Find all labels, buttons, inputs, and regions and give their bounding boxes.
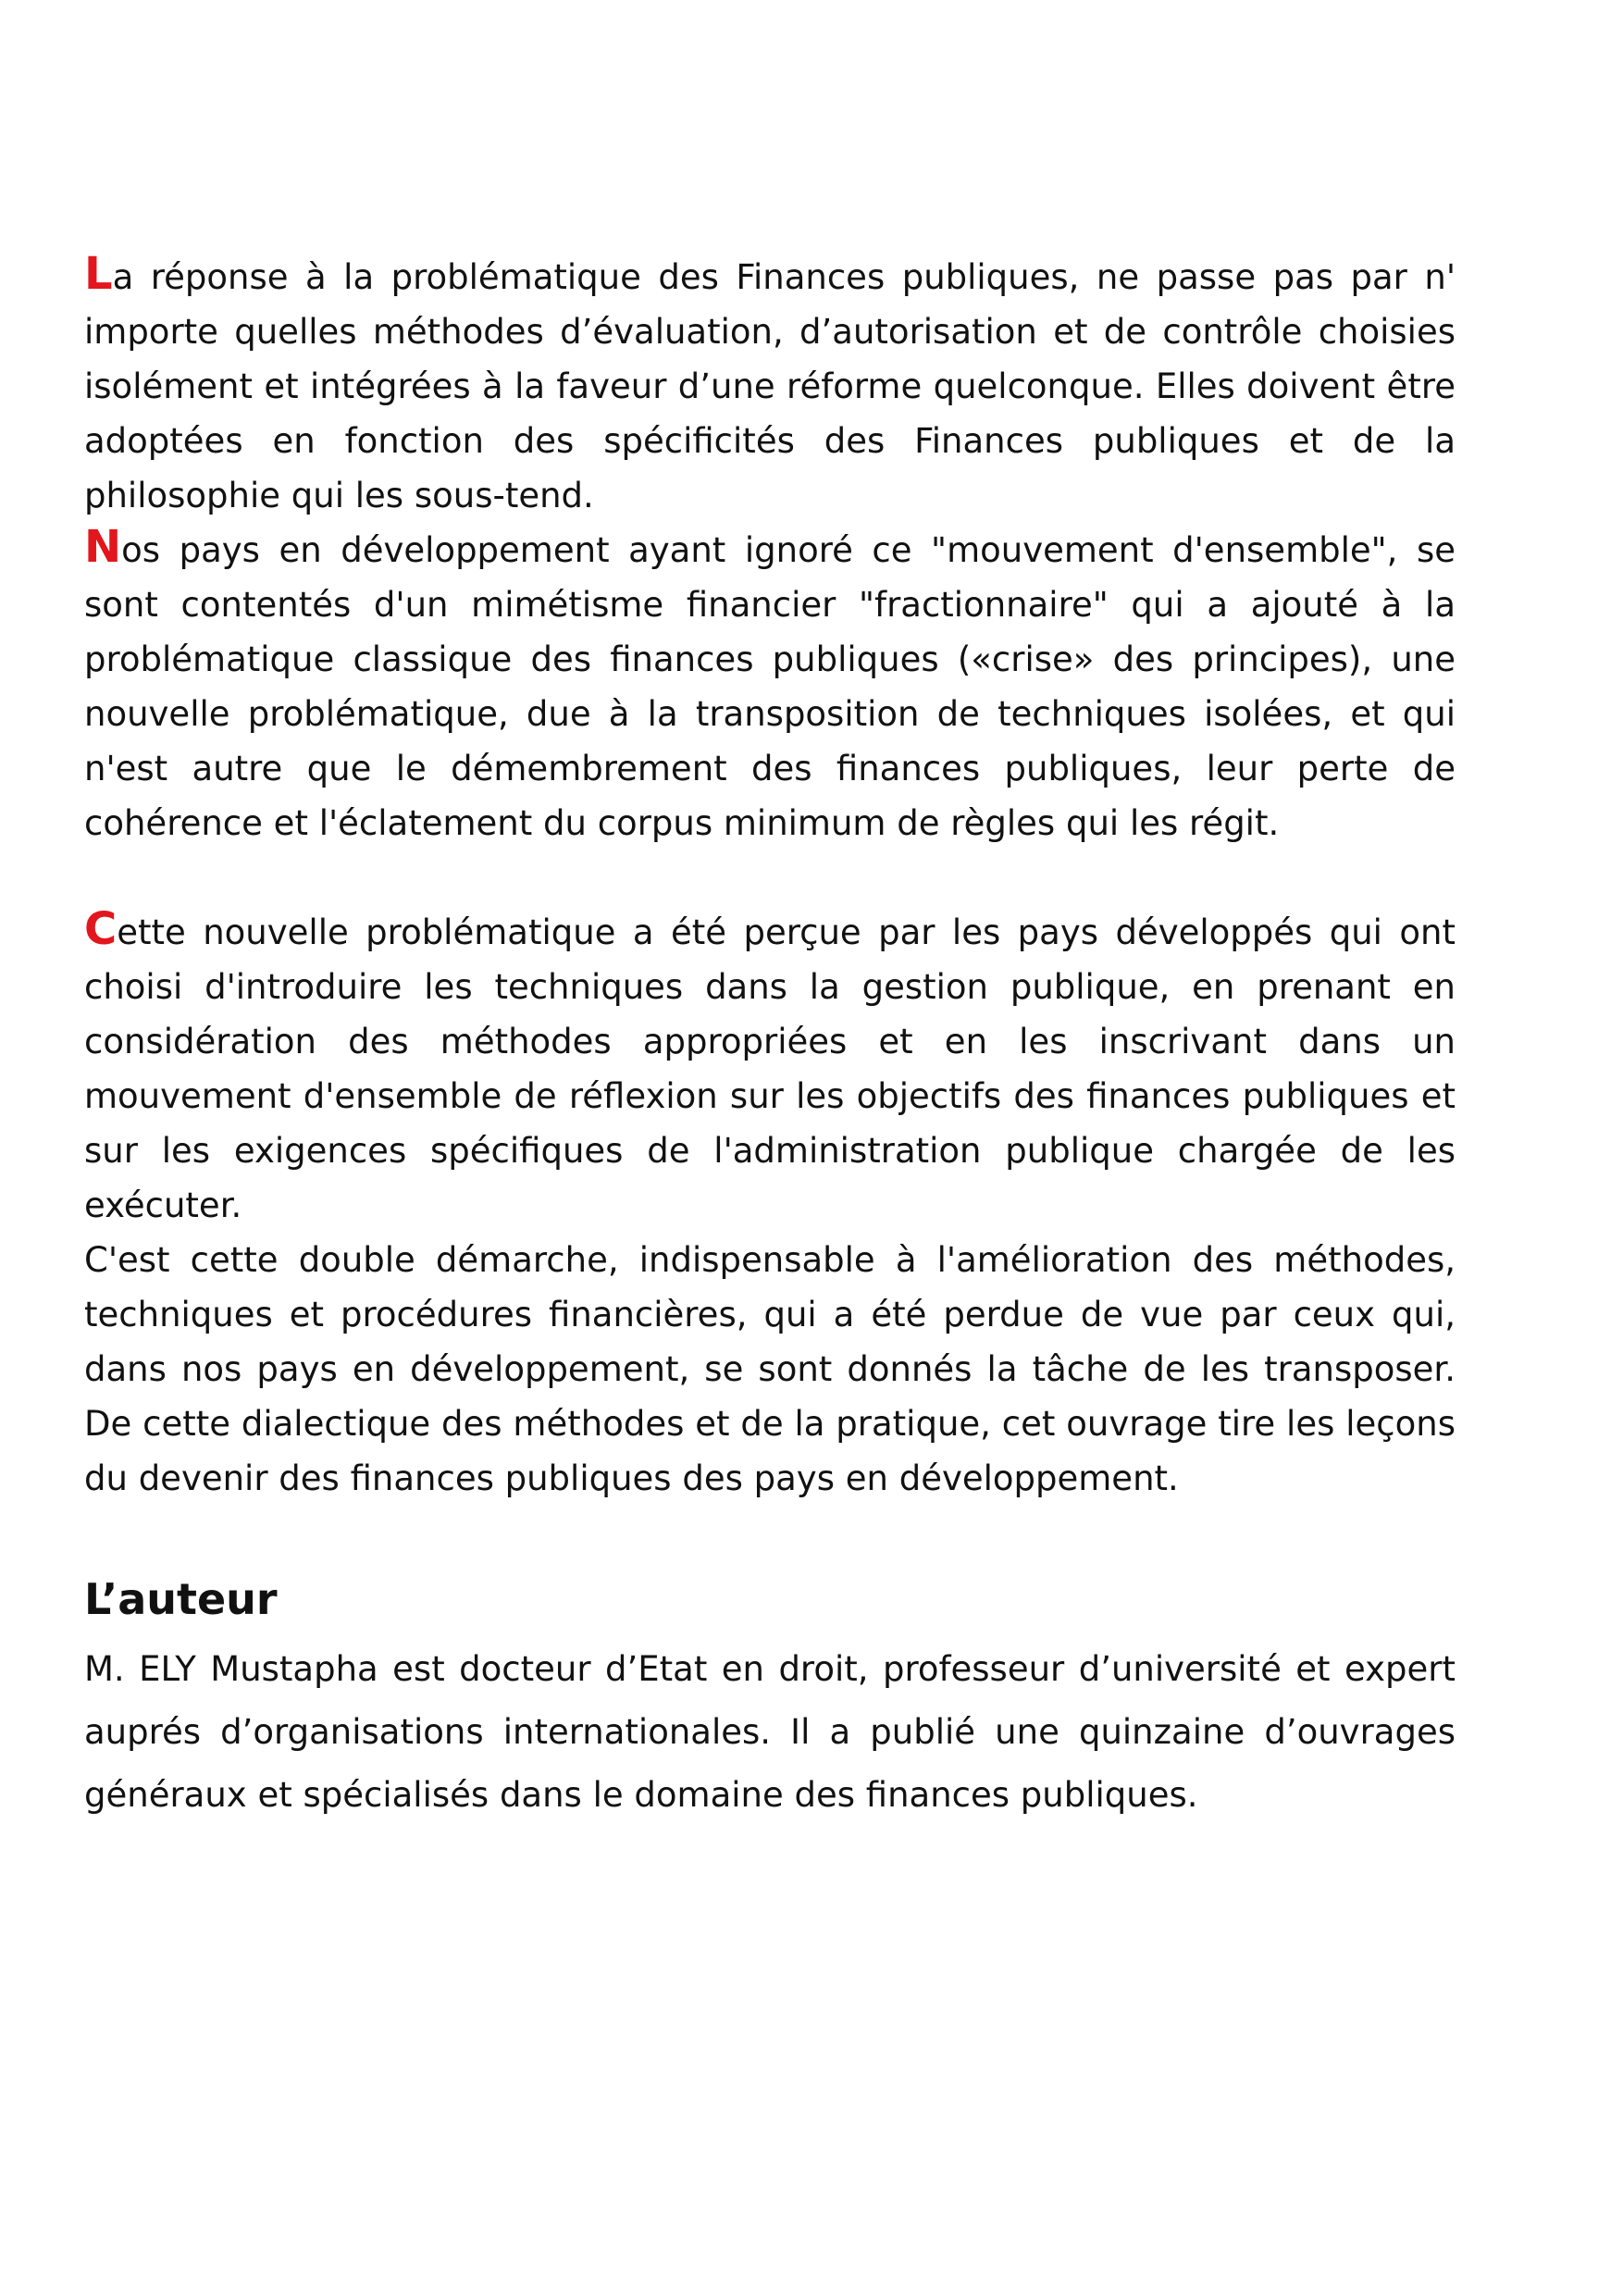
paragraph-double-approach-text: C'est cette double démarche, indispensable à l'amélioration des méthodes, techniques et procédures financières, qui a été perdue de vue par ceux qui, dans nos pays en développement, se sont donnés la tâche de les transposer. De cette dialectique des méthodes et de la pratique, cet ouvrage tire les leçons du devenir des finances publiques des pays en développement.	[84, 1240, 1456, 1498]
paragraph-intro-text: a réponse à la problématique des Finances publiques, ne passe pas par n' importe quelles méthodes d’évaluation, d’autorisation et de contrôle choisies isolément et intégrées à la faveur d’une réforme quelconque. Elles doivent être adoptées en fonction des spécificités des Finances publiques et de la philosophie qui les sous-tend.	[84, 257, 1456, 515]
paragraph-developing-countries	[84, 523, 1456, 850]
author-heading: L’auteur	[84, 1574, 278, 1624]
author-bio: M. ELY Mustapha est docteur d’Etat en droit, professeur d’université et expert auprés d’organisations internationales. Il a publié une quinzaine d’ouvrages généraux et spécialisés dans le domaine des finances publiques.	[84, 1649, 1456, 1815]
paragraph-developed-countries	[84, 905, 1456, 1233]
paragraph-intro	[84, 250, 1456, 523]
paragraph-developed-countries-text: ette nouvelle problématique a été perçue par les pays développés qui ont choisi d'introduire les techniques dans la gestion publique, en prenant en considération des méthodes appropriées et en les inscrivant dans un mouvement d'ensemble de réflexion sur les objectifs des finances publiques et sur les exigences spécifiques de l'administration publique chargée de les exécuter.	[84, 912, 1456, 1225]
document-body	[84, 250, 1456, 1827]
dropcap-l: L	[84, 248, 113, 300]
dropcap-n: N	[84, 521, 122, 573]
paragraph-double-approach	[84, 1233, 1456, 1506]
paragraph-developing-countries-text: os pays en développement ayant ignoré ce "mouvement d'ensemble", se sont contentés d'un mimétisme financier "fractionnaire" qui a ajouté à la problématique classique des finances publiques («crise» des principes), une nouvelle problématique, due à la transposition de techniques isolées, et qui n'est autre que le démembrement des finances publiques, leur perte de cohérence et l'éclatement du corpus minimum de règles qui les régit.	[84, 530, 1456, 843]
dropcap-c: C	[84, 903, 118, 955]
